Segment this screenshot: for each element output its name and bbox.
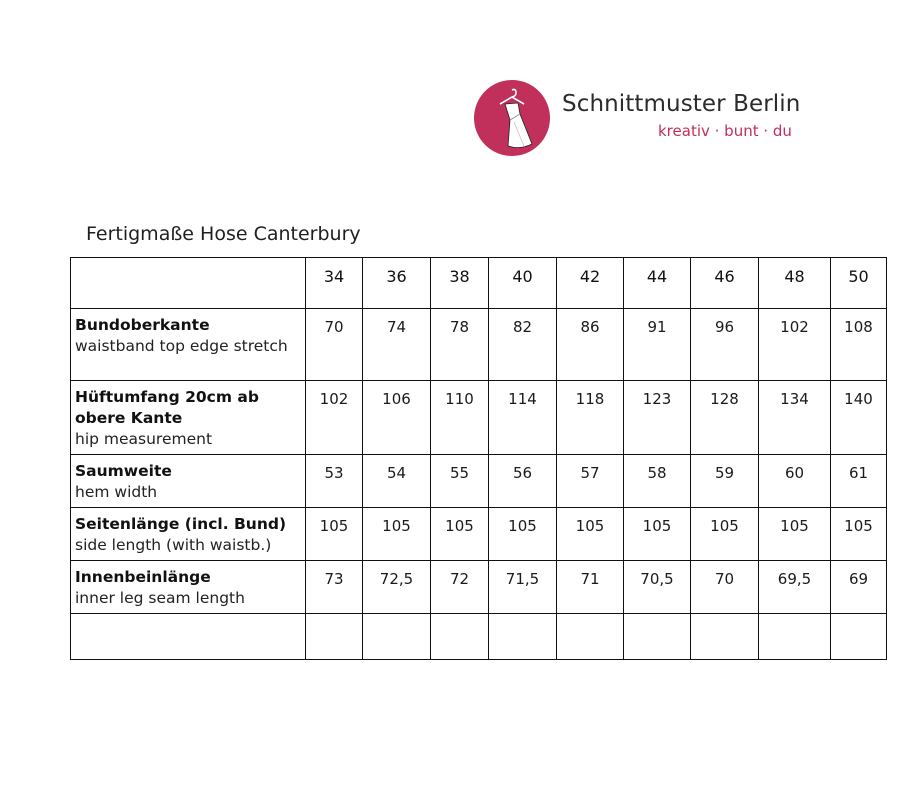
size-header: 48 <box>759 258 831 309</box>
table-header-row <box>71 258 887 309</box>
table-cell: 72,5 <box>363 561 431 614</box>
table-cell: 106 <box>363 381 431 455</box>
brand-tagline: kreativ · bunt · du <box>658 122 792 140</box>
table-cell: 70 <box>691 561 759 614</box>
table-row <box>71 309 887 381</box>
empty-cell <box>557 614 624 660</box>
table-cell: 102 <box>306 381 363 455</box>
size-header: 42 <box>557 258 624 309</box>
size-header: 34 <box>306 258 363 309</box>
table-cell: 91 <box>624 309 691 381</box>
table-cell: 61 <box>831 455 887 508</box>
table-cell: 114 <box>489 381 557 455</box>
measurement-table <box>70 257 887 660</box>
row-label <box>71 455 306 508</box>
empty-cell <box>691 614 759 660</box>
table-cell: 57 <box>557 455 624 508</box>
row-label-de: Hüftumfang 20cm ab obere Kante <box>75 388 259 427</box>
table-cell: 105 <box>831 508 887 561</box>
table-cell: 70 <box>306 309 363 381</box>
table-cell: 102 <box>759 309 831 381</box>
size-header: 36 <box>363 258 431 309</box>
table-cell: 110 <box>431 381 489 455</box>
row-label-en: hip measurement <box>75 430 213 448</box>
table-cell: 71 <box>557 561 624 614</box>
size-header: 50 <box>831 258 887 309</box>
table-cell: 60 <box>759 455 831 508</box>
table-cell: 70,5 <box>624 561 691 614</box>
empty-cell <box>489 614 557 660</box>
table-cell: 128 <box>691 381 759 455</box>
table-cell: 56 <box>489 455 557 508</box>
table-cell: 123 <box>624 381 691 455</box>
table-cell: 105 <box>489 508 557 561</box>
table-row <box>71 381 887 455</box>
table-cell: 69,5 <box>759 561 831 614</box>
table-cell: 118 <box>557 381 624 455</box>
table-cell: 134 <box>759 381 831 455</box>
table-cell: 55 <box>431 455 489 508</box>
table-row <box>71 508 887 561</box>
row-label-en: waistband top edge stretch <box>75 337 288 355</box>
size-header: 44 <box>624 258 691 309</box>
table-cell: 108 <box>831 309 887 381</box>
table-cell: 105 <box>363 508 431 561</box>
empty-cell <box>624 614 691 660</box>
empty-cell <box>71 614 306 660</box>
table-cell: 105 <box>759 508 831 561</box>
size-header: 38 <box>431 258 489 309</box>
brand-logo <box>474 80 800 156</box>
table-cell: 105 <box>431 508 489 561</box>
table-cell: 74 <box>363 309 431 381</box>
table-cell: 53 <box>306 455 363 508</box>
brand-name: Schnittmuster Berlin <box>562 91 801 117</box>
table-row <box>71 561 887 614</box>
table-cell: 73 <box>306 561 363 614</box>
table-cell: 82 <box>489 309 557 381</box>
row-label-en: side length (with waistb.) <box>75 536 272 554</box>
table-cell: 54 <box>363 455 431 508</box>
table-cell: 105 <box>691 508 759 561</box>
table-cell: 59 <box>691 455 759 508</box>
dress-on-hanger-icon <box>474 80 550 156</box>
table-row <box>71 455 887 508</box>
table-cell: 58 <box>624 455 691 508</box>
header-corner-cell <box>71 258 306 309</box>
table-row-empty <box>71 614 887 660</box>
table-cell: 78 <box>431 309 489 381</box>
row-label <box>71 309 306 381</box>
brand-text <box>562 89 800 141</box>
table-cell: 86 <box>557 309 624 381</box>
size-header: 46 <box>691 258 759 309</box>
row-label-en: hem width <box>75 483 158 501</box>
table-cell: 140 <box>831 381 887 455</box>
row-label <box>71 508 306 561</box>
table-cell: 105 <box>557 508 624 561</box>
row-label-en: inner leg seam length <box>75 589 245 607</box>
empty-cell <box>759 614 831 660</box>
row-label-de: Seitenlänge (incl. Bund) <box>75 515 287 533</box>
table-cell: 69 <box>831 561 887 614</box>
empty-cell <box>363 614 431 660</box>
page-title: Fertigmaße Hose Canterbury <box>86 223 361 245</box>
table-cell: 105 <box>624 508 691 561</box>
table-cell: 72 <box>431 561 489 614</box>
row-label-de: Bundoberkante <box>75 316 210 334</box>
row-label <box>71 381 306 455</box>
empty-cell <box>306 614 363 660</box>
table-cell: 96 <box>691 309 759 381</box>
row-label <box>71 561 306 614</box>
table-cell: 71,5 <box>489 561 557 614</box>
empty-cell <box>431 614 489 660</box>
size-header: 40 <box>489 258 557 309</box>
empty-cell <box>831 614 887 660</box>
table-cell: 105 <box>306 508 363 561</box>
row-label-de: Innenbeinlänge <box>75 568 211 586</box>
row-label-de: Saumweite <box>75 462 172 480</box>
